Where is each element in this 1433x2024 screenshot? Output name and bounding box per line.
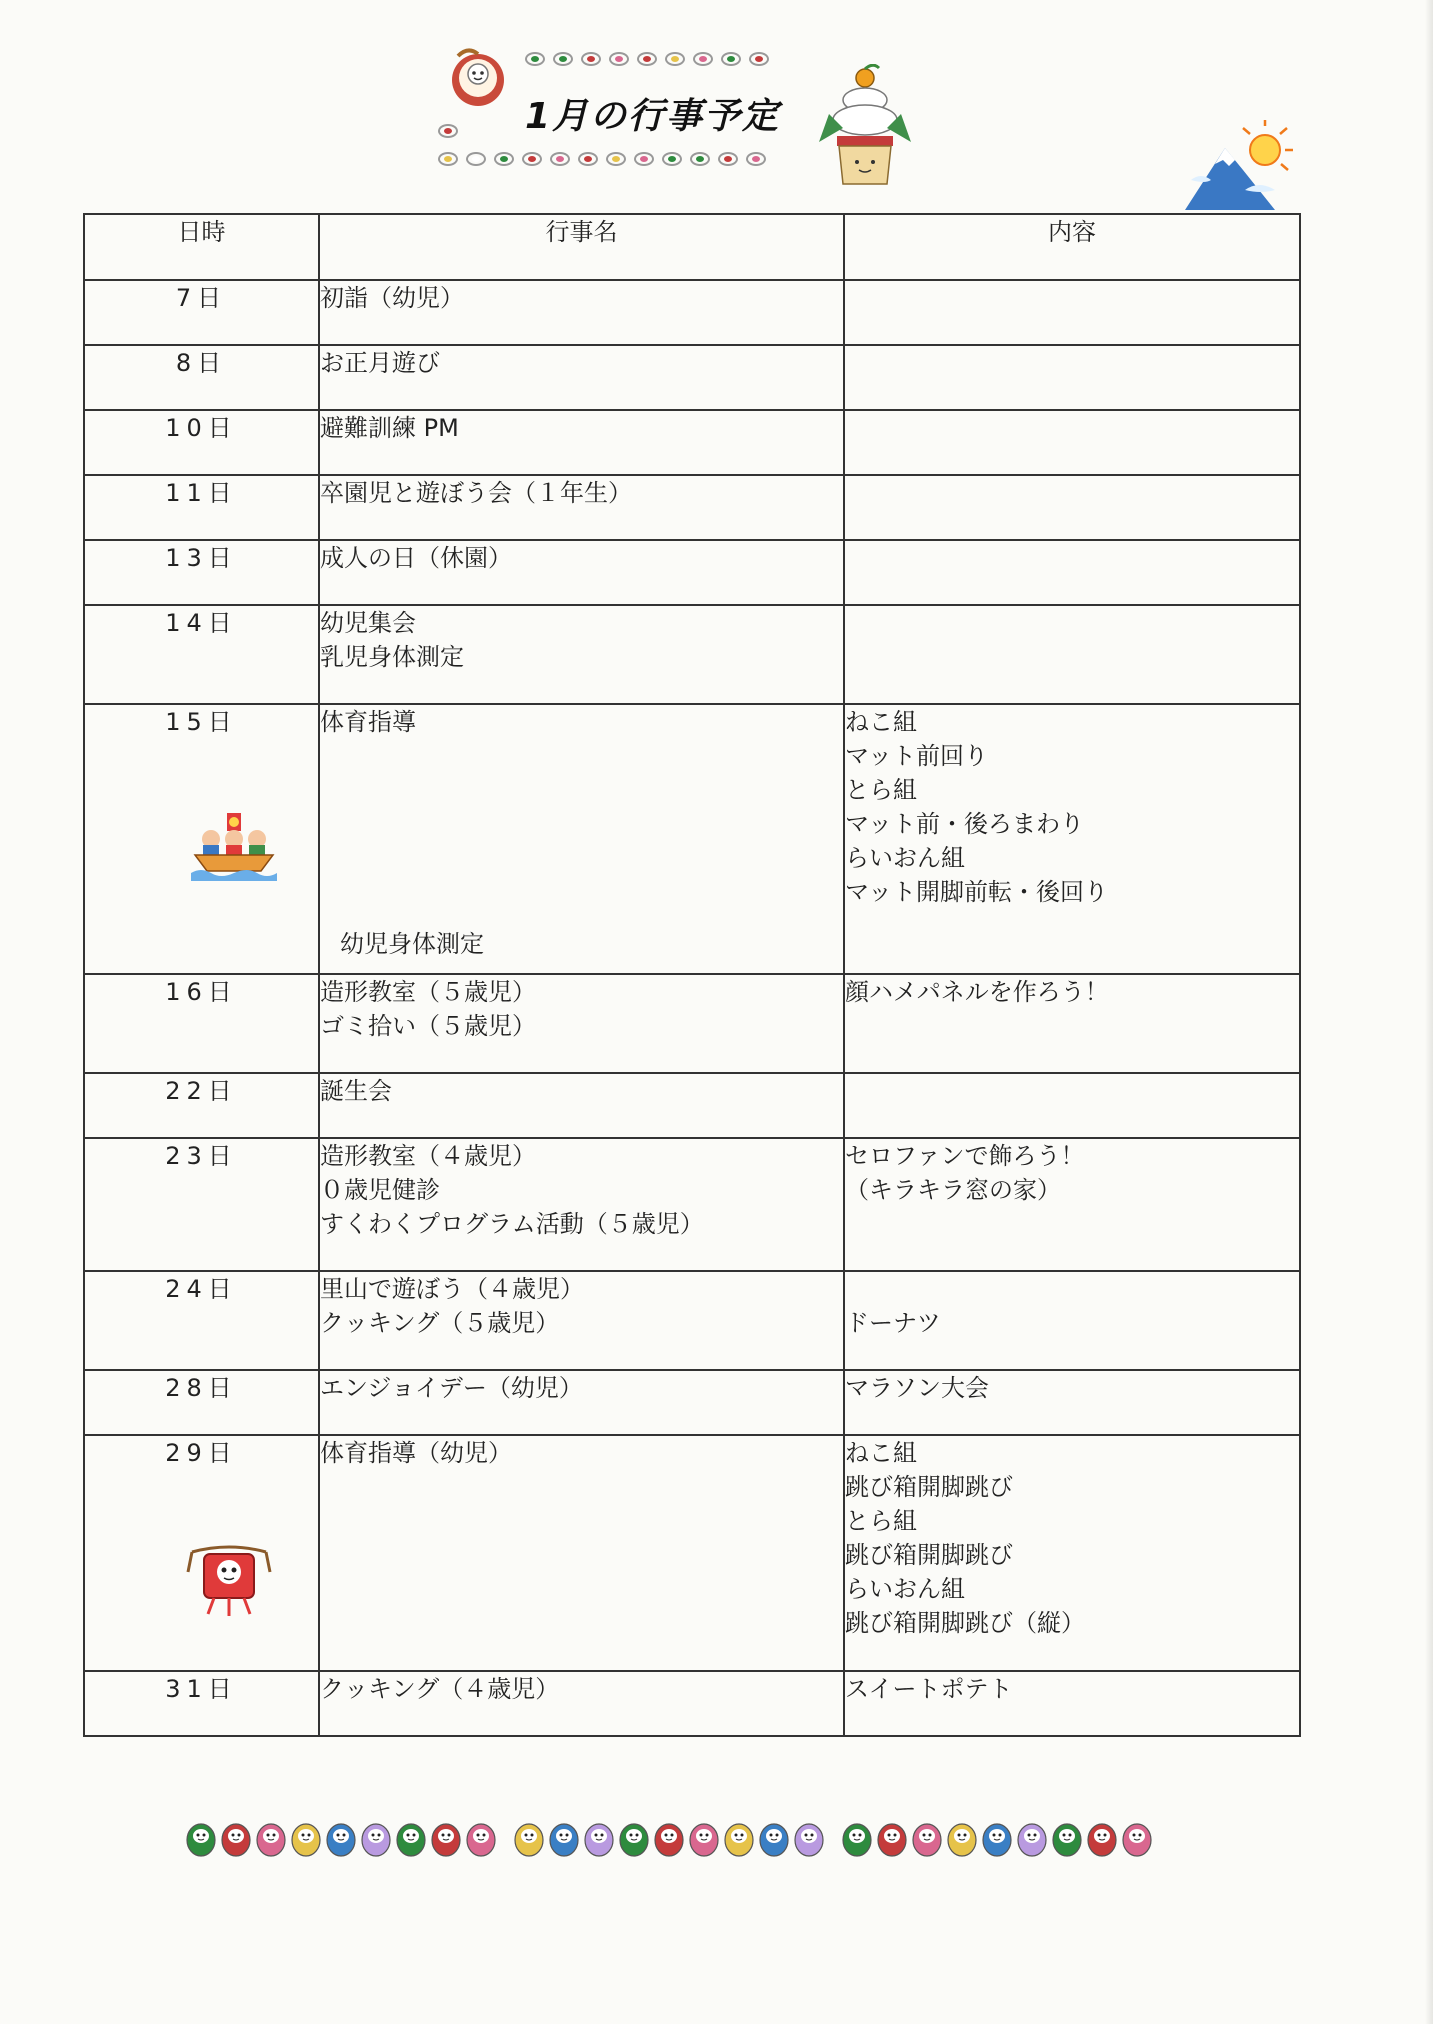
- daruma-icon: [758, 1818, 790, 1858]
- daruma-icon: [220, 1818, 252, 1858]
- table-row: [84, 540, 1300, 605]
- daruma-gap: [828, 1818, 838, 1858]
- event-line: クッキング（５歳児）: [320, 1309, 560, 1337]
- event-line: お正月遊び: [320, 349, 440, 377]
- daruma-icon: [911, 1818, 943, 1858]
- table-row: [84, 280, 1300, 345]
- table-header-row: [84, 214, 1300, 280]
- page-title: 1月の行事予定: [525, 96, 781, 137]
- icon-holder: [85, 1500, 318, 1627]
- daruma-icon: [1016, 1818, 1048, 1858]
- daruma-icon: [548, 1818, 580, 1858]
- row-date: 23日: [84, 1138, 319, 1271]
- detail-line: マット開脚前転・後回り: [845, 878, 1109, 906]
- table-row: [84, 1271, 1300, 1370]
- row-event: [319, 540, 844, 605]
- row-detail: [844, 704, 1300, 974]
- row-detail: [844, 410, 1300, 475]
- takarabune-treasure-ship-icon: [191, 809, 277, 881]
- daruma-icon: [1051, 1818, 1083, 1858]
- event-line: すくわくプログラム活動（５歳児）: [320, 1210, 704, 1238]
- event-line: 造形教室（４歳児）: [320, 1142, 536, 1170]
- icon-holder: [85, 809, 318, 890]
- daruma-icon: [290, 1818, 322, 1858]
- table-row: [84, 704, 1300, 974]
- row-event: [319, 704, 844, 974]
- row-detail: [844, 280, 1300, 345]
- dot: [690, 152, 710, 166]
- row-date: 22日: [84, 1073, 319, 1138]
- kagami-mochi-icon: [815, 64, 915, 194]
- detail-line: らいおん組: [845, 1575, 965, 1603]
- daruma-icon: [583, 1818, 615, 1858]
- daruma-icon: [841, 1818, 873, 1858]
- event-line: 避難訓練 PM: [320, 414, 459, 442]
- event-line: 体育指導: [320, 708, 416, 736]
- detail-line: マット前・後ろまわり: [845, 810, 1085, 838]
- row-event: [319, 605, 844, 704]
- table-row: [84, 410, 1300, 475]
- row-event: [319, 345, 844, 410]
- daruma-icon: [618, 1818, 650, 1858]
- row-date: [84, 704, 319, 974]
- daruma-icon: [1086, 1818, 1118, 1858]
- dot: [746, 152, 766, 166]
- mount-fuji-sunrise-icon: [1185, 120, 1295, 210]
- table-row: [84, 1073, 1300, 1138]
- table-row: [84, 475, 1300, 540]
- event-line: ゴミ拾い（５歳児）: [320, 1012, 536, 1040]
- detail-line: スイートポテト: [845, 1675, 1013, 1703]
- scan-edge: [1425, 0, 1433, 2024]
- dot: [550, 152, 570, 166]
- row-date: 7日: [84, 280, 319, 345]
- row-detail: [844, 1671, 1300, 1736]
- dot: [494, 152, 514, 166]
- dot: [606, 152, 626, 166]
- dot: [609, 52, 629, 66]
- daruma-icon: [946, 1818, 978, 1858]
- row-event: [319, 475, 844, 540]
- row-detail: [844, 1073, 1300, 1138]
- table-row: [84, 345, 1300, 410]
- row-date: 11日: [84, 475, 319, 540]
- daruma-icon: [430, 1818, 462, 1858]
- row-event: [319, 1671, 844, 1736]
- daruma-icon: [793, 1818, 825, 1858]
- row-detail: [844, 1271, 1300, 1370]
- dot: [438, 152, 458, 166]
- detail-line: ねこ組: [845, 708, 917, 736]
- dot: [693, 52, 713, 66]
- detail-line: 顔ハメパネルを作ろう！: [845, 978, 1109, 1006]
- dot: [662, 152, 682, 166]
- detail-line: マット前回り: [845, 742, 989, 770]
- detail-line: 跳び箱開脚跳び: [845, 1541, 1013, 1569]
- table-row: [84, 1435, 1300, 1671]
- daruma-icon: [653, 1818, 685, 1858]
- dot: [578, 152, 598, 166]
- detail-line: 跳び箱開脚跳び（縦）: [845, 1609, 1085, 1637]
- daruma-icon: [395, 1818, 427, 1858]
- header-detail: 内容: [844, 214, 1300, 280]
- bottom-dot-row: [438, 152, 766, 166]
- row-date: 28日: [84, 1370, 319, 1435]
- dot: [721, 52, 741, 66]
- event-line-bottom: 幼児身体測定: [340, 930, 484, 958]
- kite-icon: [184, 1538, 274, 1618]
- event-line: 卒園児と遊ぼう会（１年生）: [320, 479, 632, 507]
- row-date: 14日: [84, 605, 319, 704]
- row-date: 13日: [84, 540, 319, 605]
- daruma-icon: [513, 1818, 545, 1858]
- row-date: 10日: [84, 410, 319, 475]
- ozoni-bowl-icon: [448, 46, 508, 112]
- dot: [637, 52, 657, 66]
- daruma-icon: [185, 1818, 217, 1858]
- schedule-table: [83, 213, 1301, 1737]
- daruma-icon: [325, 1818, 357, 1858]
- row-detail: [844, 1370, 1300, 1435]
- detail-line: マラソン大会: [845, 1374, 989, 1402]
- detail-spacer: [845, 1272, 1299, 1306]
- row-event: [319, 280, 844, 345]
- event-line: クッキング（４歳児）: [320, 1675, 560, 1703]
- row-detail: [844, 605, 1300, 704]
- row-date: 31日: [84, 1671, 319, 1736]
- event-line: 成人の日（休園）: [320, 544, 512, 572]
- detail-line: 跳び箱開脚跳び: [845, 1473, 1013, 1501]
- date-label: 29日: [165, 1439, 238, 1467]
- daruma-icon: [255, 1818, 287, 1858]
- detail-line: とら組: [845, 776, 917, 804]
- table-row: [84, 605, 1300, 704]
- top-dot-row: [525, 52, 769, 66]
- row-event: [319, 1073, 844, 1138]
- row-event: [319, 1435, 844, 1671]
- row-date: 24日: [84, 1271, 319, 1370]
- dot: [466, 152, 486, 166]
- dot: [522, 152, 542, 166]
- daruma-icon: [723, 1818, 755, 1858]
- date-label: 15日: [165, 708, 238, 736]
- row-date: [84, 1435, 319, 1671]
- daruma-icon: [876, 1818, 908, 1858]
- daruma-icon: [688, 1818, 720, 1858]
- event-line: 乳児身体測定: [320, 643, 464, 671]
- dot: [718, 152, 738, 166]
- row-detail: [844, 345, 1300, 410]
- detail-line: ドーナツ: [845, 1309, 941, 1337]
- dot: [581, 52, 601, 66]
- table-row: [84, 1370, 1300, 1435]
- row-detail: [844, 540, 1300, 605]
- daruma-icon: [981, 1818, 1013, 1858]
- detail-line: （キラキラ窓の家）: [845, 1176, 1061, 1204]
- event-line: 里山で遊ぼう（４歳児）: [320, 1275, 584, 1303]
- row-detail: [844, 974, 1300, 1073]
- row-event: [319, 974, 844, 1073]
- header-event: 行事名: [319, 214, 844, 280]
- daruma-icon: [465, 1818, 497, 1858]
- row-event: [319, 410, 844, 475]
- detail-line: らいおん組: [845, 844, 965, 872]
- event-line: 体育指導（幼児）: [320, 1439, 512, 1467]
- event-line: 造形教室（５歳児）: [320, 978, 536, 1006]
- table-row: [84, 974, 1300, 1073]
- dot: [665, 52, 685, 66]
- event-line: 幼児集会: [320, 609, 416, 637]
- dot: [525, 52, 545, 66]
- header-date: 日時: [84, 214, 319, 280]
- row-detail: [844, 1435, 1300, 1671]
- dot: [634, 152, 654, 166]
- left-dot: [438, 124, 458, 138]
- row-detail: [844, 1138, 1300, 1271]
- event-line: 誕生会: [320, 1077, 392, 1105]
- detail-line: とら組: [845, 1507, 917, 1535]
- dot: [749, 52, 769, 66]
- row-detail: [844, 475, 1300, 540]
- daruma-border: [185, 1818, 1153, 1858]
- detail-line: ねこ組: [845, 1439, 917, 1467]
- table-row: [84, 1138, 1300, 1271]
- dot: [553, 52, 573, 66]
- header: [440, 40, 920, 190]
- row-event: [319, 1138, 844, 1271]
- row-event: [319, 1370, 844, 1435]
- row-event: [319, 1271, 844, 1370]
- table-row: [84, 1671, 1300, 1736]
- event-line: ０歳児健診: [320, 1176, 440, 1204]
- daruma-icon: [1121, 1818, 1153, 1858]
- detail-line: セロファンで飾ろう！: [845, 1142, 1085, 1170]
- event-line: エンジョイデー（幼児）: [320, 1374, 583, 1402]
- row-date: 16日: [84, 974, 319, 1073]
- daruma-gap: [500, 1818, 510, 1858]
- event-line: 初詣（幼児）: [320, 284, 464, 312]
- dot: [438, 124, 458, 138]
- row-date: 8日: [84, 345, 319, 410]
- daruma-icon: [360, 1818, 392, 1858]
